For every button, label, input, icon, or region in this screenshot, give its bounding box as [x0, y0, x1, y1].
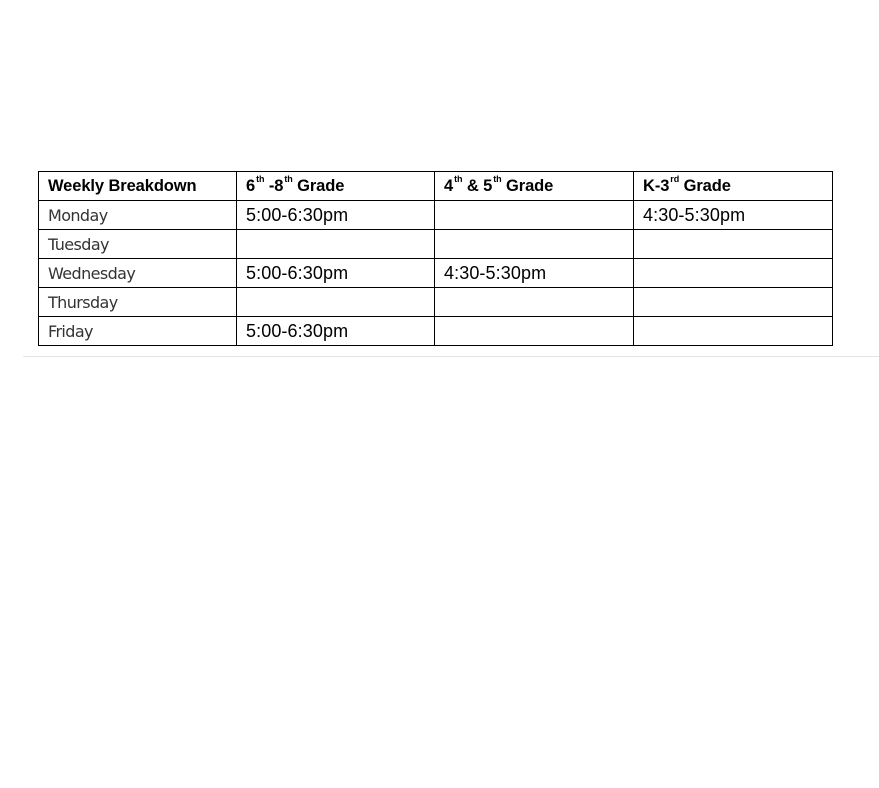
time-cell-grade-k-3 — [634, 230, 833, 259]
time-cell-grade-k-3: 4:30-5:30pm — [634, 201, 833, 230]
header-grade-6-8-sup1: th — [256, 174, 265, 184]
weekly-breakdown-table — [38, 171, 833, 346]
header-grade-4-5-sup1: th — [454, 174, 463, 184]
table-row — [39, 317, 833, 346]
header-grade-k-3 — [634, 172, 833, 201]
day-cell: Thursday — [39, 288, 237, 317]
day-cell: Tuesday — [39, 230, 237, 259]
header-grade-k-3-num: K-3 — [643, 176, 670, 195]
header-grade-6-8-tail: Grade — [292, 176, 345, 195]
time-cell-grade-6-8: 5:00-6:30pm — [237, 201, 435, 230]
table-header-row — [39, 172, 833, 201]
header-grade-6-8-sup2: th — [284, 174, 293, 184]
day-cell: Monday — [39, 201, 237, 230]
header-grade-4-5 — [435, 172, 634, 201]
time-cell-grade-6-8: 5:00-6:30pm — [237, 259, 435, 288]
time-cell-grade-k-3 — [634, 288, 833, 317]
header-grade-4-5-tail: Grade — [501, 176, 554, 195]
time-cell-grade-k-3 — [634, 259, 833, 288]
table-row — [39, 288, 833, 317]
time-cell-grade-6-8 — [237, 230, 435, 259]
page-divider — [23, 356, 879, 357]
time-cell-grade-4-5 — [435, 201, 634, 230]
table-row — [39, 201, 833, 230]
time-cell-grade-4-5 — [435, 288, 634, 317]
header-grade-k-3-tail: Grade — [679, 176, 731, 195]
time-cell-grade-6-8: 5:00-6:30pm — [237, 317, 435, 346]
time-cell-grade-4-5: 4:30-5:30pm — [435, 259, 634, 288]
time-cell-grade-k-3 — [634, 317, 833, 346]
header-weekly-breakdown: Weekly Breakdown — [39, 172, 237, 201]
header-grade-4-5-mid: & 5 — [462, 176, 493, 195]
time-cell-grade-4-5 — [435, 230, 634, 259]
table-row — [39, 230, 833, 259]
time-cell-grade-4-5 — [435, 317, 634, 346]
header-grade-6-8-mid: -8 — [264, 176, 284, 195]
time-cell-grade-6-8 — [237, 288, 435, 317]
header-grade-4-5-num: 4 — [444, 176, 454, 195]
header-grade-6-8-num: 6 — [246, 176, 256, 195]
table-row — [39, 259, 833, 288]
day-cell: Friday — [39, 317, 237, 346]
header-grade-k-3-sup1: rd — [670, 174, 680, 184]
header-grade-4-5-sup2: th — [493, 174, 502, 184]
header-grade-6-8 — [237, 172, 435, 201]
day-cell: Wednesday — [39, 259, 237, 288]
